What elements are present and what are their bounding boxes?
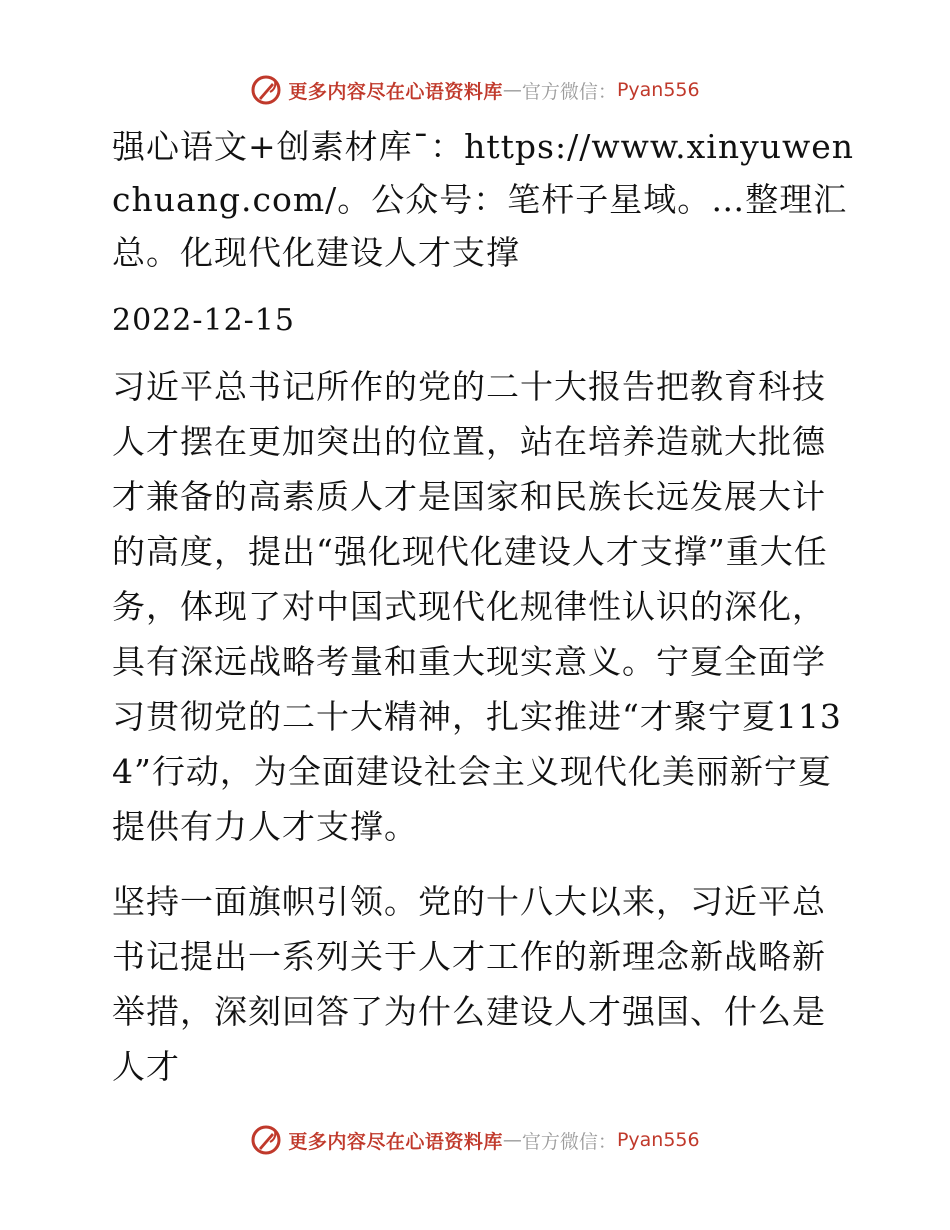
watermark-wechat-id: Pyan556 bbox=[616, 1129, 700, 1151]
quill-logo-icon bbox=[250, 74, 282, 106]
watermark-main-text: 更多内容尽在心语资料库 bbox=[288, 1130, 503, 1153]
watermark-separator: — bbox=[502, 1129, 522, 1151]
document-date: 2022-12-15 bbox=[112, 303, 295, 338]
watermark-separator: — bbox=[502, 79, 522, 101]
document-body bbox=[98, 120, 858, 1094]
paragraph-2: 坚持一面旗帜引领。党的十八大以来，习近平总书记提出一系列关于人才工作的新理念新战略新举措，深刻回答了为什么建设人才强国、什么是人才 bbox=[112, 882, 826, 1086]
header-text: 强心语文+创素材库¯：https://www.xinyuwenchuang.com/。公众号：笔杆子星域。…整理汇总。化现代化建设人才支撑 bbox=[112, 127, 854, 272]
watermark-label: 官方微信： bbox=[521, 1130, 617, 1153]
quill-logo-icon bbox=[250, 1124, 282, 1156]
watermark-wechat-id: Pyan556 bbox=[616, 79, 700, 101]
watermark-label: 官方微信： bbox=[521, 80, 617, 103]
bottom-watermark bbox=[0, 1122, 950, 1158]
top-watermark bbox=[0, 72, 950, 108]
watermark-main-text: 更多内容尽在心语资料库 bbox=[288, 80, 503, 103]
paragraph-1: 习近平总书记所作的党的二十大报告把教育科技人才摆在更加突出的位置，站在培养造就大批德才兼备的高素质人才是国家和民族长远发展大计的高度，提出“强化现代化建设人才支撑”重大任务，体现了对中国式现代化规律性认识的深化，具有深远战略考量和重大现实意义。宁夏全面学习贯彻党的二十大精神，扎实推进“才聚宁夏1134”行动，为全面建设社会主义现代化美丽新宁夏提供有力人才支撑。 bbox=[112, 367, 842, 846]
